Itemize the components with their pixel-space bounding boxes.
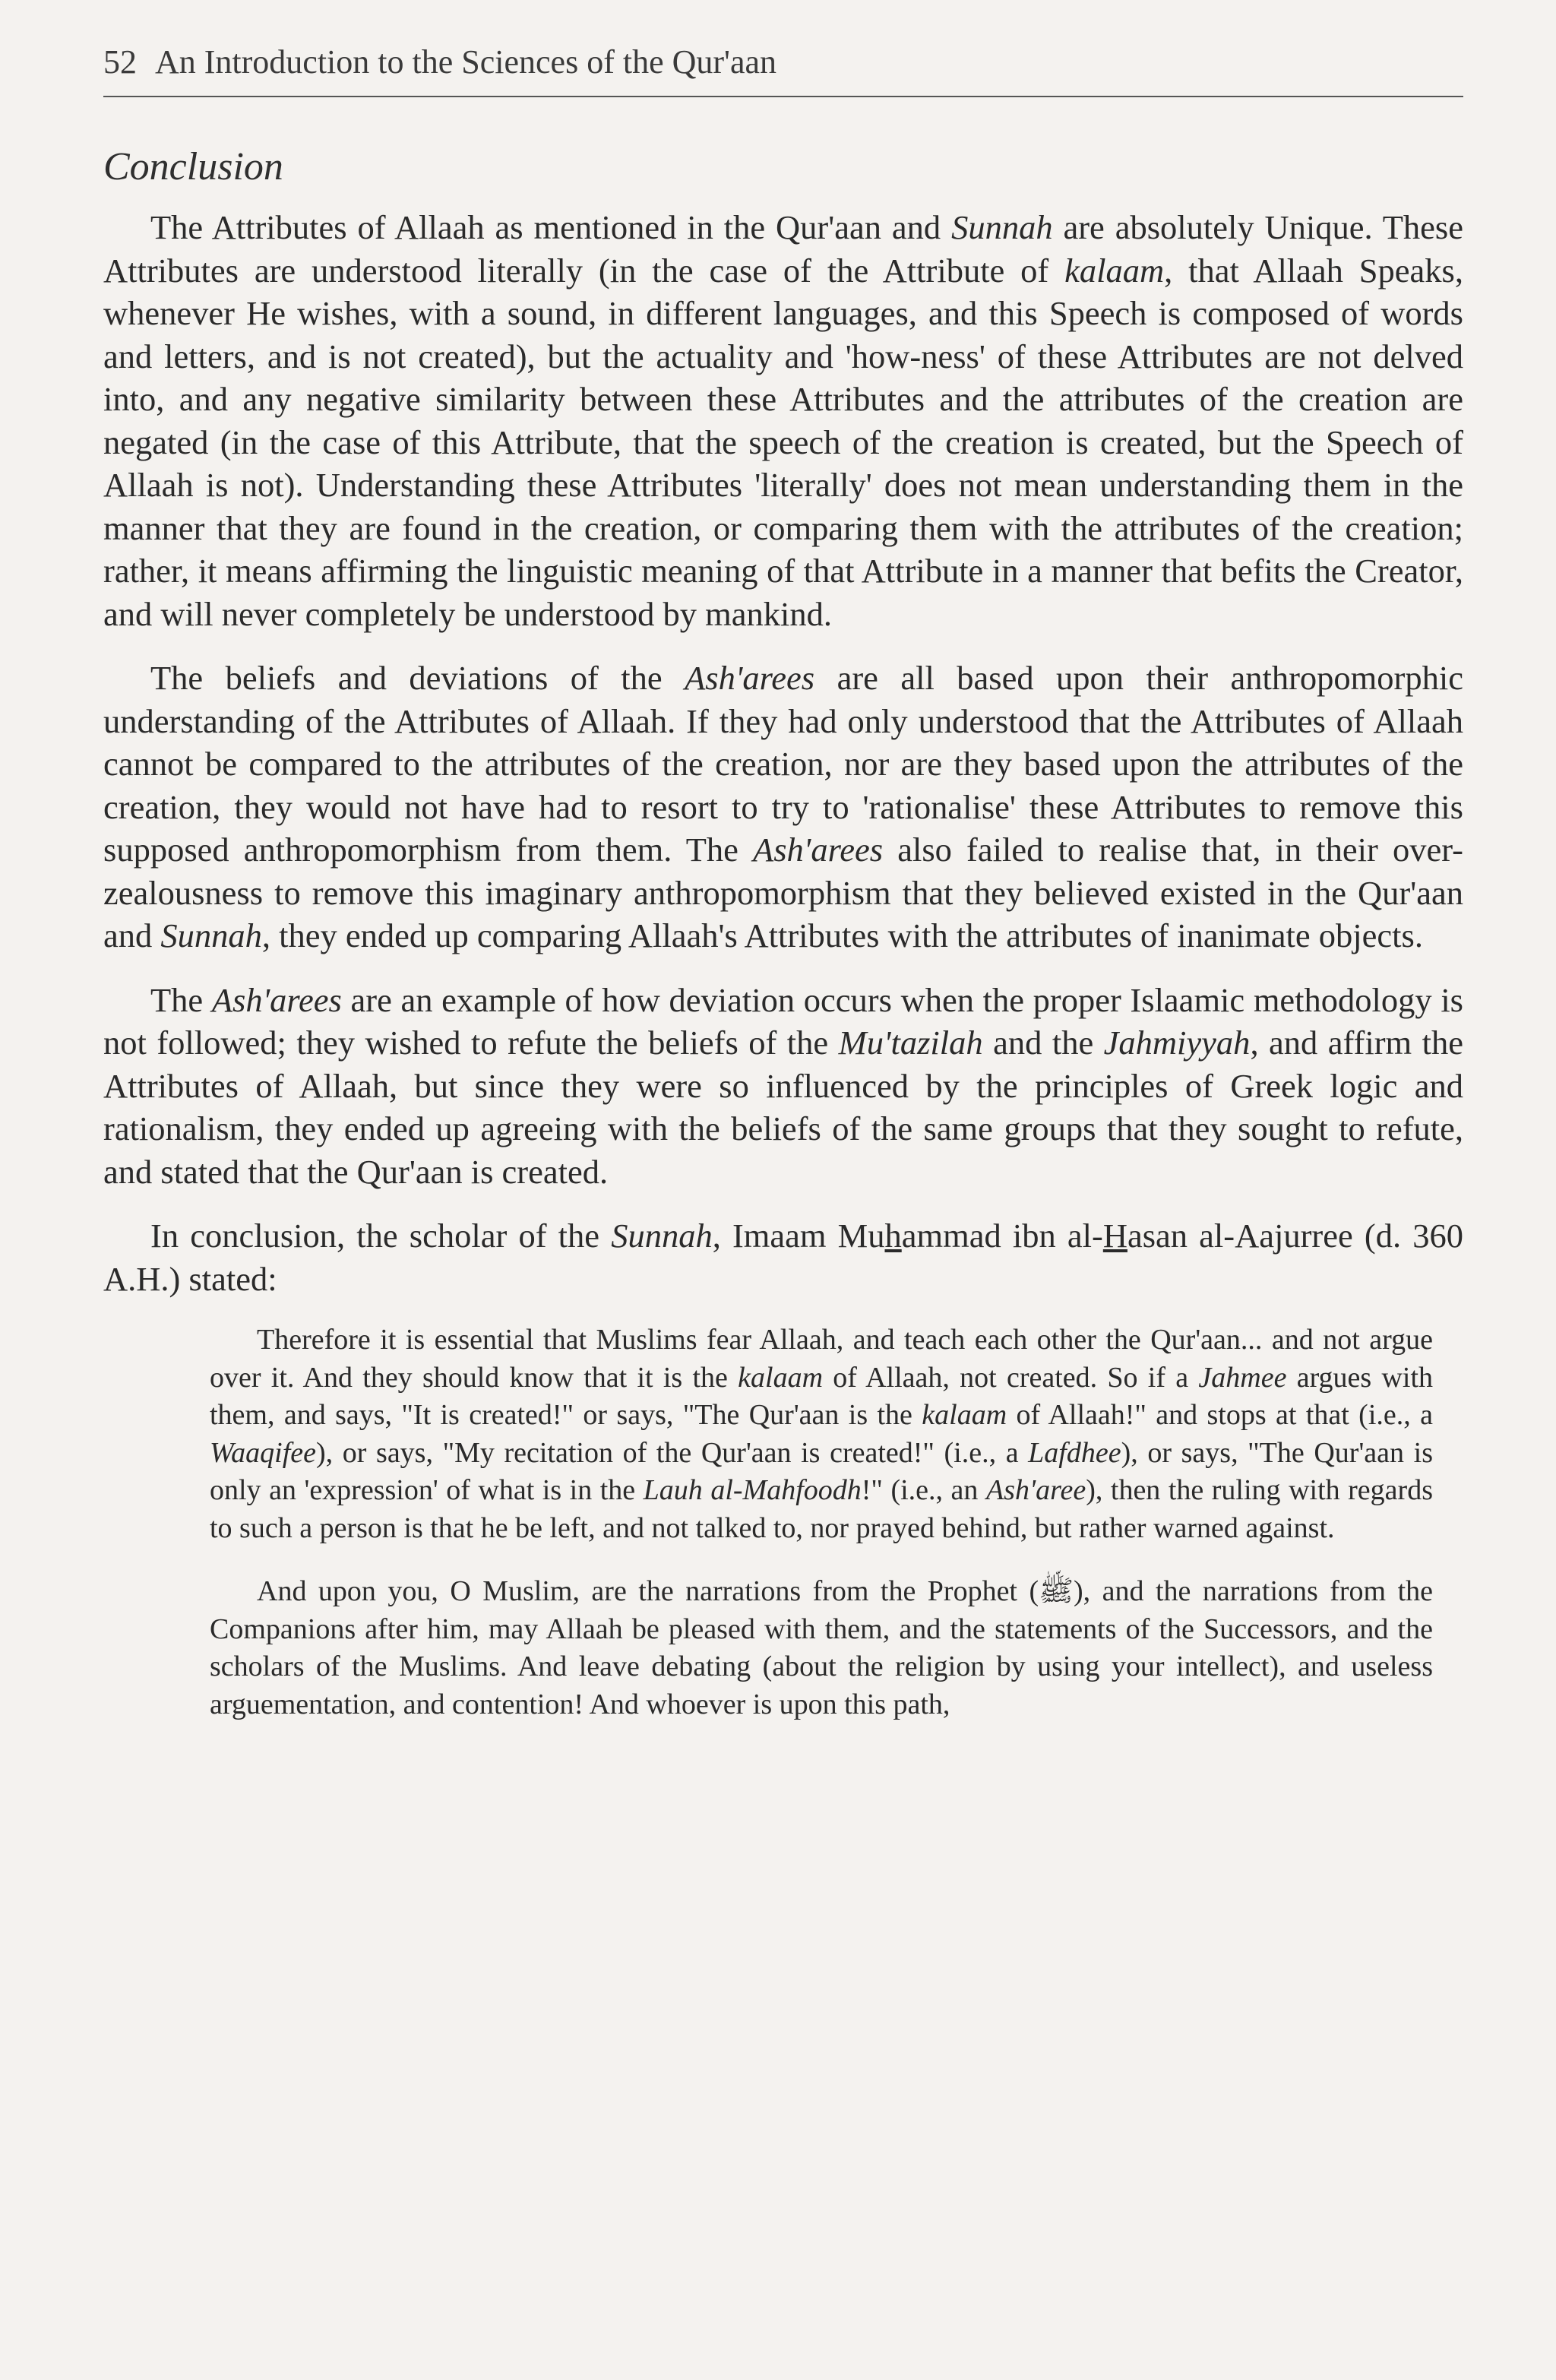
text-run: , Imaam Mu xyxy=(712,1217,885,1255)
text-run: The xyxy=(150,980,212,1019)
text-run: are absolutely Unique. These Attributes are understood literally (in the case of the Attribute of xyxy=(103,208,1463,290)
italic-term: Ash'arees xyxy=(753,831,884,869)
text-run: and the xyxy=(982,1024,1104,1062)
text-run: asan al-Aajurree (d. 360 A.H.) stated: xyxy=(103,1217,1463,1298)
italic-term: kalaam xyxy=(738,1361,824,1394)
quote-paragraph-1 xyxy=(210,1321,1433,1547)
text-run: !" (i.e., an xyxy=(861,1474,986,1506)
running-head xyxy=(103,43,1463,97)
text-run: In conclusion, the scholar of the xyxy=(150,1217,612,1255)
book-page xyxy=(103,43,1463,2345)
block-quote xyxy=(210,1321,1433,1723)
text-run: The Attributes of Allaah as mentioned in the Qur'aan and xyxy=(150,208,952,246)
text-run: , that Allaah Speaks, whenever He wishes, with a sound, in different languages, and this Speech is composed of words and letters, and is not created), but the actuality and 'how-ness' of these Attributes are not delved into, and any negative similarity between these Attributes and the attributes of the creation are negated (in the case of this Attribute, that the speech of the creation is created, but the Speech of Allaah is not). Understanding these Attributes 'literally' does not mean understanding them in the manner that they are found in the creation, or comparing them with the attributes of the creation; rather, it means affirming the linguistic meaning of that Attribute in a manner that befits the Creator, and will never completely be understood by mankind. xyxy=(103,251,1463,633)
page-number: 52 xyxy=(103,43,137,81)
italic-term: Lafdhee xyxy=(1028,1436,1121,1469)
text-run: of Allaah!" and stops at that (i.e., a xyxy=(1007,1399,1433,1431)
text-run: ), or says, "The Qur'aan is only an 'expression' of what is in the xyxy=(210,1436,1433,1506)
italic-term: kalaam xyxy=(922,1399,1007,1431)
text-run: also failed to realise that, in their over-zealousness to remove this imaginary anthropomorphism that they believed existed in the Qur'aan and xyxy=(103,831,1463,954)
text-run: The beliefs and deviations of the xyxy=(150,659,685,697)
text-run: , and affirm the Attributes of Allaah, but since they were so influenced by the principles of Greek logic and rationalism, they ended up agreeing with the beliefs of the same groups that they sought to refute, and stated that the Qur'aan is created. xyxy=(103,1024,1463,1191)
italic-term: Ash'aree xyxy=(985,1474,1086,1506)
text-run: Therefore it is essential that Muslims fear Allaah, and teach each other the Qur'aan... and not argue over it. And they should know that it is the xyxy=(210,1324,1433,1394)
text-run: argues with them, and says, "It is created!" or says, "The Qur'aan is the xyxy=(210,1361,1434,1431)
italic-term: Jahmiyyah xyxy=(1103,1024,1251,1062)
text-run: are all based upon their anthropomorphic understanding of the Attributes of Allaah. If they had only understood that the Attributes of Allaah cannot be compared to the attributes of the creation, nor are they based upon the attributes of the creation, they would not have had to resort to try to 'rationalise' these Attributes to remove this supposed anthropomorphism from them. The xyxy=(103,659,1463,869)
paragraph-attributes-unique xyxy=(103,206,1463,635)
italic-term: Ash'arees xyxy=(685,659,815,697)
italic-term: kalaam xyxy=(1064,251,1165,290)
italic-term: Jahmee xyxy=(1198,1361,1287,1394)
text-run: And upon you, O Muslim, are the narrations from the Prophet (ﷺ), and the narrations from the Companions after him, may Allaah be pleased with them, and the statements of the Successors, and the scholars of the Muslims. And leave debating (about the religion by using your intellect), and useless arguementation, and contention! And whoever is upon this path, xyxy=(210,1575,1433,1720)
paragraph-conclusion-intro xyxy=(103,1214,1463,1300)
italic-term: Sunnah xyxy=(611,1217,713,1255)
italic-term: Lauh al-Mahfoodh xyxy=(643,1474,862,1506)
italic-term: Sunnah xyxy=(160,916,262,954)
section-heading: Conclusion xyxy=(103,145,283,188)
text-run: , they ended up comparing Allaah's Attributes with the attributes of inanimate objects. xyxy=(261,916,1423,954)
paragraph-deviation-example xyxy=(103,979,1463,1194)
paragraph-asharee-beliefs xyxy=(103,657,1463,957)
quote-paragraph-2 xyxy=(210,1573,1433,1723)
italic-term: Ash'arees xyxy=(211,980,342,1019)
text-run: ), or says, "My recitation of the Qur'aan is created!" (i.e., a xyxy=(316,1436,1029,1469)
text-run: ammad ibn al- xyxy=(901,1217,1103,1255)
italic-term: Waaqifee xyxy=(210,1436,317,1469)
italic-term: Mu'tazilah xyxy=(838,1024,983,1062)
transliteration-underline: h xyxy=(884,1217,902,1255)
book-title: An Introduction to the Sciences of the Qur'aan xyxy=(155,43,777,81)
transliteration-underline: H xyxy=(1102,1217,1127,1255)
italic-term: Sunnah xyxy=(951,208,1053,246)
text-run: are an example of how deviation occurs when the proper Islaamic methodology is not followed; they wished to refute the beliefs of the xyxy=(103,980,1463,1062)
text-run: of Allaah, not created. So if a xyxy=(823,1361,1199,1394)
text-run: ), then the ruling with regards to such a person is that he be left, and not talked to, nor prayed behind, but rather warned against. xyxy=(210,1474,1433,1544)
